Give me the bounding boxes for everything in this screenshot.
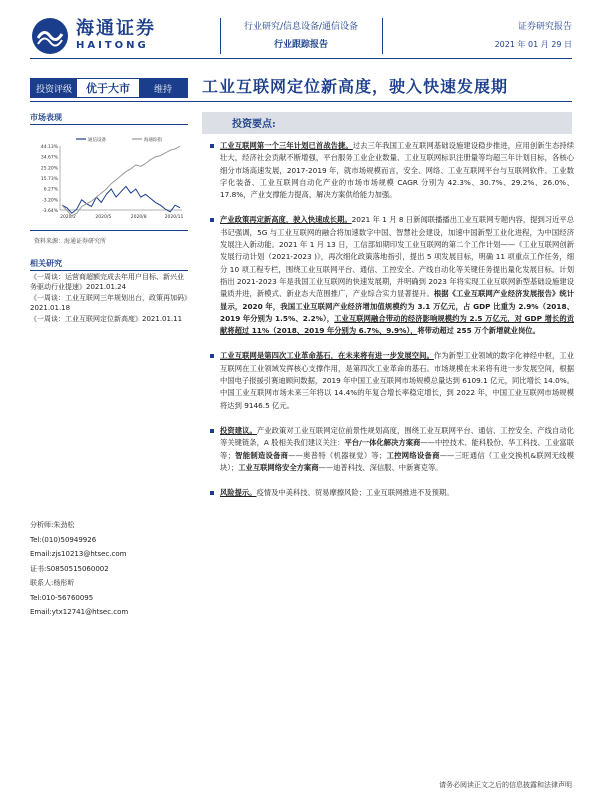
related-item[interactable]: 《一周谈：工业互联网定位新高度》2021.01.11 bbox=[30, 315, 183, 323]
analyst-phone: Tel:(010)50949926 bbox=[30, 535, 97, 544]
key-points-body bbox=[210, 140, 574, 512]
related-research-list bbox=[30, 272, 190, 325]
series-line-index bbox=[62, 146, 180, 216]
contact-name: 联系人:杨彤昕 bbox=[30, 579, 75, 587]
chart-bottom-rule bbox=[30, 230, 188, 231]
report-series: 行业跟踪报告 bbox=[273, 40, 328, 50]
rating-label: 投资评级 bbox=[31, 79, 77, 97]
report-type: 证券研究报告 bbox=[517, 22, 572, 32]
analyst-certificate: 证书:S0850515060002 bbox=[30, 564, 109, 573]
key-point-lead: 风险提示。 bbox=[220, 488, 257, 498]
report-title: 工业互联网定位新高度，驶入快速发展期 bbox=[202, 77, 509, 96]
x-tick-label: 2020/8 bbox=[130, 215, 147, 220]
key-point-lead: 工业互联网是第四次工业革命基石，在未来将有进一步发展空间。 bbox=[220, 351, 434, 361]
industry-category: 行业研究/信息设备/通信设备 bbox=[243, 22, 359, 32]
analyst-name: 分析师:朱劲松 bbox=[30, 521, 75, 529]
contact-phone: Tel:010-56760095 bbox=[30, 593, 94, 602]
report-date: 2021 年 01 月 29 日 bbox=[494, 40, 572, 49]
legend-label: 通信设备 bbox=[88, 138, 106, 143]
market-rule bbox=[30, 124, 188, 125]
key-point-paragraph: 工业互联网第一个三年计划已首战告捷。过去三年我国工业互联网基础设施建设稳步推进，应用创新生态持续壮大，经济社会贡献不断增强，平台服务工业企业数量、工业互联网标识注册量等均超三年计划目标，各核心细分市场高速发展，2017-2019 年，就市场规模而言，安全、网络、工业互联网平台与互联网软件、工业数字化装备、工业互联网自动化产业的市场市场规模 CAGR 分别为 42.3%、30.7%、29.2%、26.0%、17.8%，产业支撑能力提高，解决方案供给能力加强。 bbox=[210, 140, 574, 201]
analyst-email[interactable]: Email:zjs10213@htsec.com bbox=[30, 550, 127, 558]
key-point-lead: 投资建议。 bbox=[220, 425, 257, 435]
y-tick-label: 44.13% bbox=[40, 145, 58, 150]
related-heading: 相关研究 bbox=[30, 259, 62, 268]
rating-action: 维持 bbox=[139, 79, 187, 97]
key-point-paragraph: 风险提示。疫情及中美科技、贸易摩擦风险；工业互联网推进不及预期。 bbox=[210, 487, 574, 499]
x-tick-label: 2020/5 bbox=[95, 215, 112, 220]
x-tick-label: 2020/11 bbox=[164, 215, 184, 220]
y-tick-label: 34.67% bbox=[40, 155, 58, 161]
related-rule bbox=[30, 270, 188, 271]
x-tick-label: 2020/2 bbox=[60, 215, 76, 220]
contact-email[interactable]: Email:ytx12741@htsec.com bbox=[30, 608, 129, 616]
header-rule bbox=[30, 58, 572, 59]
y-tick-label: -3.20% bbox=[42, 198, 58, 204]
disclaimer-footer: 请务必阅读正文之后的信息披露和法律声明 bbox=[439, 781, 572, 789]
market-heading: 市场表现 bbox=[30, 113, 62, 122]
key-points-heading: 投资要点: bbox=[232, 119, 276, 130]
analyst-contacts bbox=[30, 518, 190, 620]
key-point-paragraph: 投资建议。产业政策对工业互联网定位前景性规划高度，围绕工业互联网平台、通信、工控安全、产线自动化等关键链条，A 股相关我们建议关注：平台/一体化解决方案商——中控技术、能科股份、华工科技、工业富联等；智能制造设备商——奥普特（机器视觉）等；工控网络设备商——三旺通信（工业交换机&联网无线模块）；工业互联网络安全方案商——迪普科技、深信服、中新赛克等。 bbox=[210, 425, 574, 474]
logo-emblem-icon bbox=[30, 16, 70, 56]
related-item[interactable]: 《一周谈：运营商超额完成去年用户目标、新兴业务驱动行业提速》2021.01.24 bbox=[30, 273, 184, 291]
y-tick-label: 15.73% bbox=[40, 177, 58, 182]
investment-rating bbox=[30, 78, 188, 98]
rating-value: 优于大市 bbox=[77, 79, 139, 97]
key-point-lead: 工业互联网第一个三年计划已首战告捷。 bbox=[220, 141, 353, 150]
y-tick-label: 6.27% bbox=[43, 187, 58, 193]
key-point-paragraph: 工业互联网是第四次工业革命基石，在未来将有进一步发展空间。作为新型工业领域的数字化神经中枢，工业互联网在工业领域发挥核心支撑作用，是第四次工业革命的基石。市场规模在未来将有进一步发展空间，根据中国电子报援引赛迪顾问数据，2019 年中国工业互联网市场规模总量达到 6109.1 亿元，同比增长 14.0%。中国工业互联网市场未来三年将以 14.4%的年复合增长率稳定增长，到 2022 年，中国工业互联网市场规模将达到 9146.5 亿元。 bbox=[210, 350, 574, 411]
haitong-logo bbox=[30, 16, 156, 56]
logo-chinese-name: 海通证券 bbox=[76, 18, 156, 39]
title-rule bbox=[30, 101, 572, 102]
y-tick-label: 25.20% bbox=[40, 166, 58, 172]
logo-english-name: HAITONG bbox=[76, 40, 149, 51]
key-point-paragraph: 产业政策再定新高度，驶入快速成长期。2021 年 1 月 8 日新闻联播播出工业互联网专题内容，提到习近平总书记强调，5G 与工业互联网的融合将加速数字中国、智慧社会建设，加速中国新型工业化进程，为中国经济发展注入新动能。2021 年 1 月 13 日，工信部如期印发工业互联网的第二个工作计划——《工业互联网创新发展行动计划（2021-2023 )》，再次细化政策落地指引，提出 5 项发展目标，明确 11 项重点工作任务，细分 10 项工程专栏，围绕工业互联网平台、通信、工控安全、产线自动化等关键任务提出量化发展目标。计划指出 2021-2023 年是我国工业互联网的快速发展期，并明确到 2023 年将实现工业互联网新型基础设施建设量质并进，新模式、新业态大范围推广，产业综合实力显著提升。根据《工业互联网产业经济发展报告》统计显示，2020 年，我国工业互联网产业经济增加值规模约为 3.1 万亿元，占 GDP 比重为 2.9%（2018、2019 年分别为 1.5%、2.2%），工业互联网融合带动的经济影响规模约为 2.5 万亿元，对 GDP 增长的贡献将超过 11%（2018、2019 年分别为 6.7%、9.9%），将带动超过 255 万个新增就业岗位。 bbox=[210, 214, 574, 337]
y-tick-label: -3.64% bbox=[42, 209, 58, 214]
market-performance-chart bbox=[34, 134, 186, 224]
key-point-lead: 产业政策再定新高度，驶入快速成长期。 bbox=[220, 215, 352, 225]
header-divider bbox=[382, 18, 383, 54]
header-divider bbox=[220, 18, 221, 54]
chart-source: 资料来源：海通证券研究所 bbox=[34, 238, 107, 245]
related-item[interactable]: 《一周谈：工业互联网三年规划出台，政策再加码》2021.01.18 bbox=[30, 294, 188, 312]
legend-label: 海通综指 bbox=[144, 138, 162, 143]
